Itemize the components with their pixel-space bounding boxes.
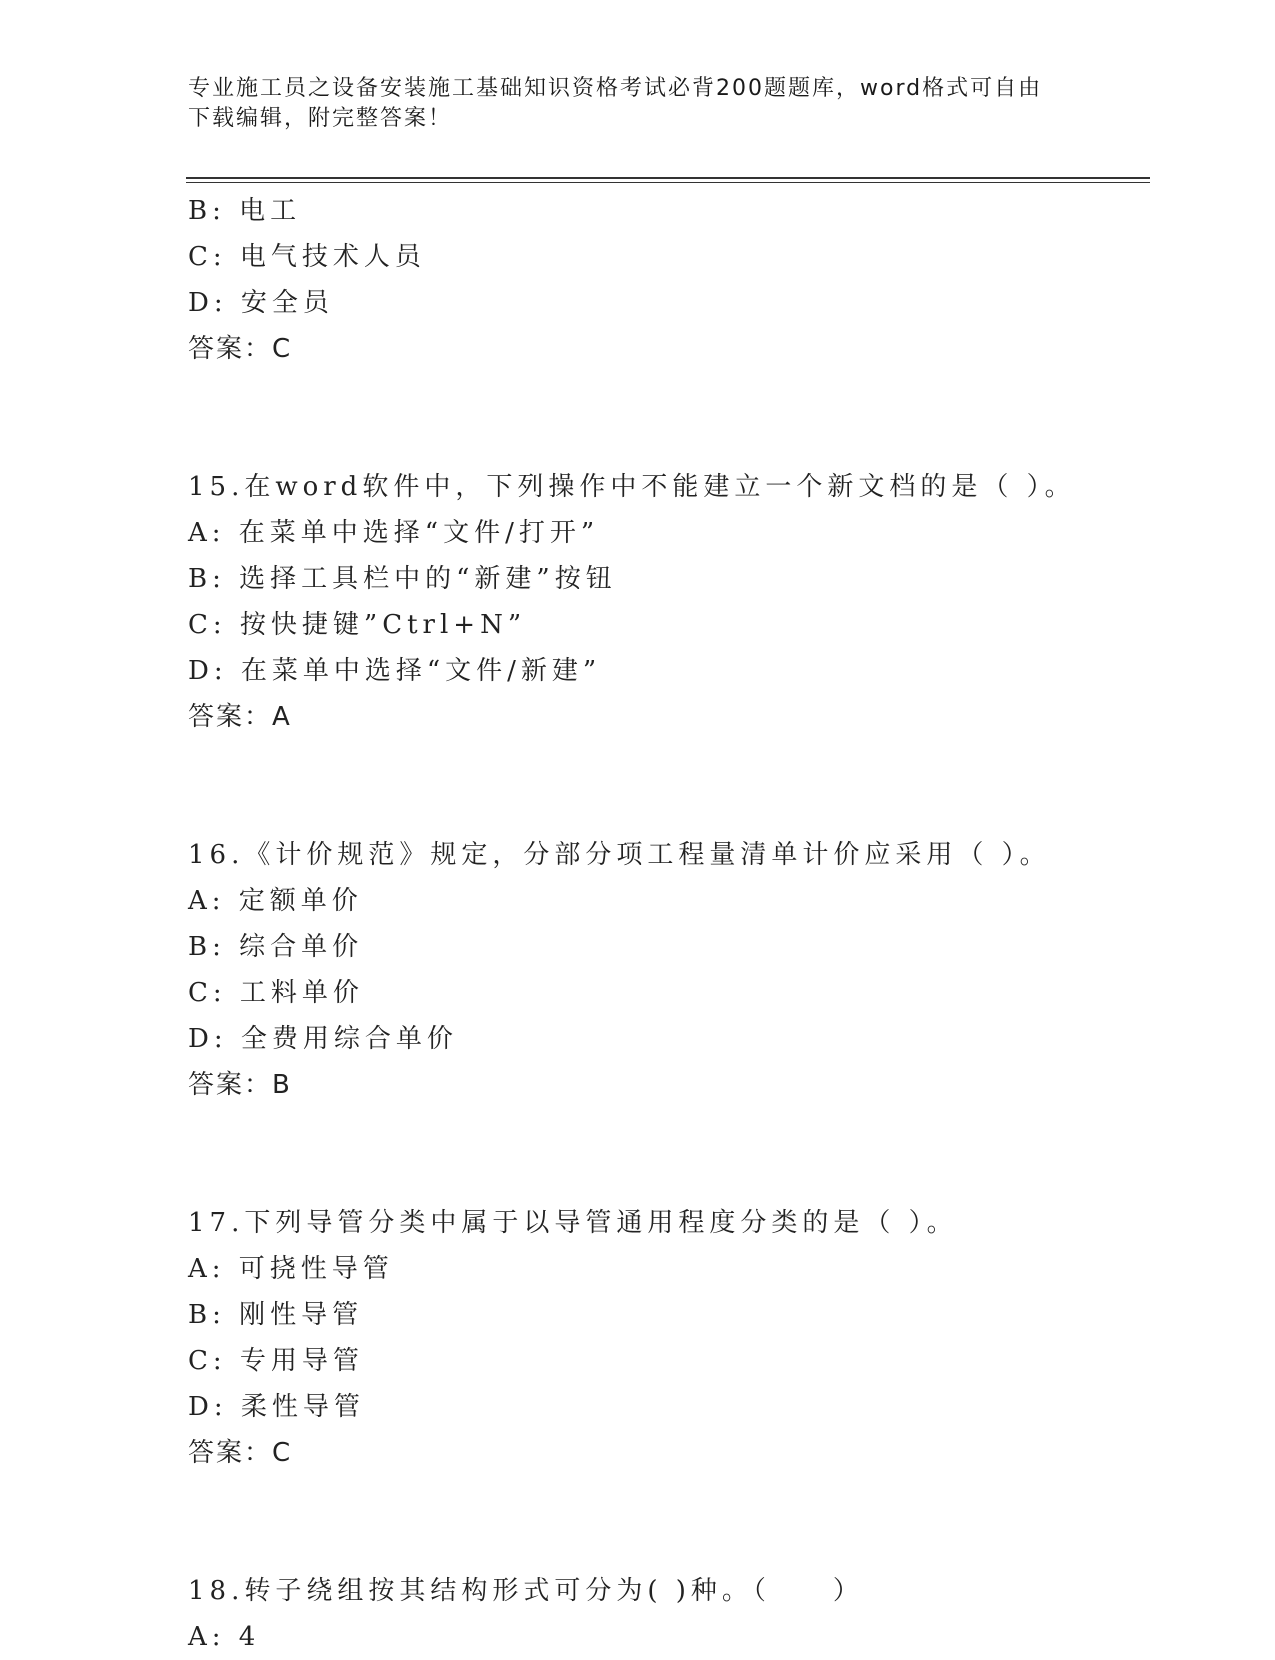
option-d: D: 全费用综合单价 xyxy=(188,1024,458,1054)
option-b: B: 电工 xyxy=(188,196,302,226)
option-c: C: 按快捷键”Ctrl+N” xyxy=(188,610,527,640)
question-block-16 xyxy=(188,832,1148,1108)
option-c: C: 电气技术人员 xyxy=(188,242,426,272)
header-line-2: 下载编辑，附完整答案！ xyxy=(188,106,453,131)
option-d: D: 柔性导管 xyxy=(188,1392,365,1422)
option-b: B: 综合单价 xyxy=(188,932,364,962)
answer-label: 答案：C xyxy=(188,1438,293,1468)
question-stem: 18.转子绕组按其结构形式可分为( )种。（ ） xyxy=(188,1576,864,1606)
question-block-14 xyxy=(188,188,1148,372)
option-b: B: 刚性导管 xyxy=(188,1300,364,1330)
question-list xyxy=(188,188,1148,1660)
question-block-18 xyxy=(188,1568,1148,1660)
question-stem: 17.下列导管分类中属于以导管通用程度分类的是（ ）。 xyxy=(188,1208,958,1238)
question-stem: 15.在word软件中，下列操作中不能建立一个新文档的是（ ）。 xyxy=(188,472,1076,502)
option-a: A: 在菜单中选择“文件/打开” xyxy=(188,518,600,548)
header-divider-thick xyxy=(186,177,1150,179)
option-a: A: 可挠性导管 xyxy=(188,1254,394,1284)
option-d: D: 安全员 xyxy=(188,288,334,318)
option-b: B: 选择工具栏中的“新建”按钮 xyxy=(188,564,617,594)
answer-label: 答案：B xyxy=(188,1070,292,1100)
question-block-17 xyxy=(188,1200,1148,1476)
option-a: A: 定额单价 xyxy=(188,886,363,916)
header-divider-thin xyxy=(186,182,1150,183)
document-header xyxy=(188,74,1068,134)
option-a: A: 4 xyxy=(188,1622,261,1652)
answer-label: 答案：C xyxy=(188,334,293,364)
question-stem: 16.《计价规范》规定，分部分项工程量清单计价应采用（ ）。 xyxy=(188,840,1051,870)
option-d: D: 在菜单中选择“文件/新建” xyxy=(188,656,602,686)
option-c: C: 专用导管 xyxy=(188,1346,364,1376)
question-block-15 xyxy=(188,464,1148,740)
answer-label: 答案：A xyxy=(188,702,292,732)
option-c: C: 工料单价 xyxy=(188,978,364,1008)
header-line-1: 专业施工员之设备安装施工基础知识资格考试必背200题题库，word格式可自由 xyxy=(188,76,1043,101)
